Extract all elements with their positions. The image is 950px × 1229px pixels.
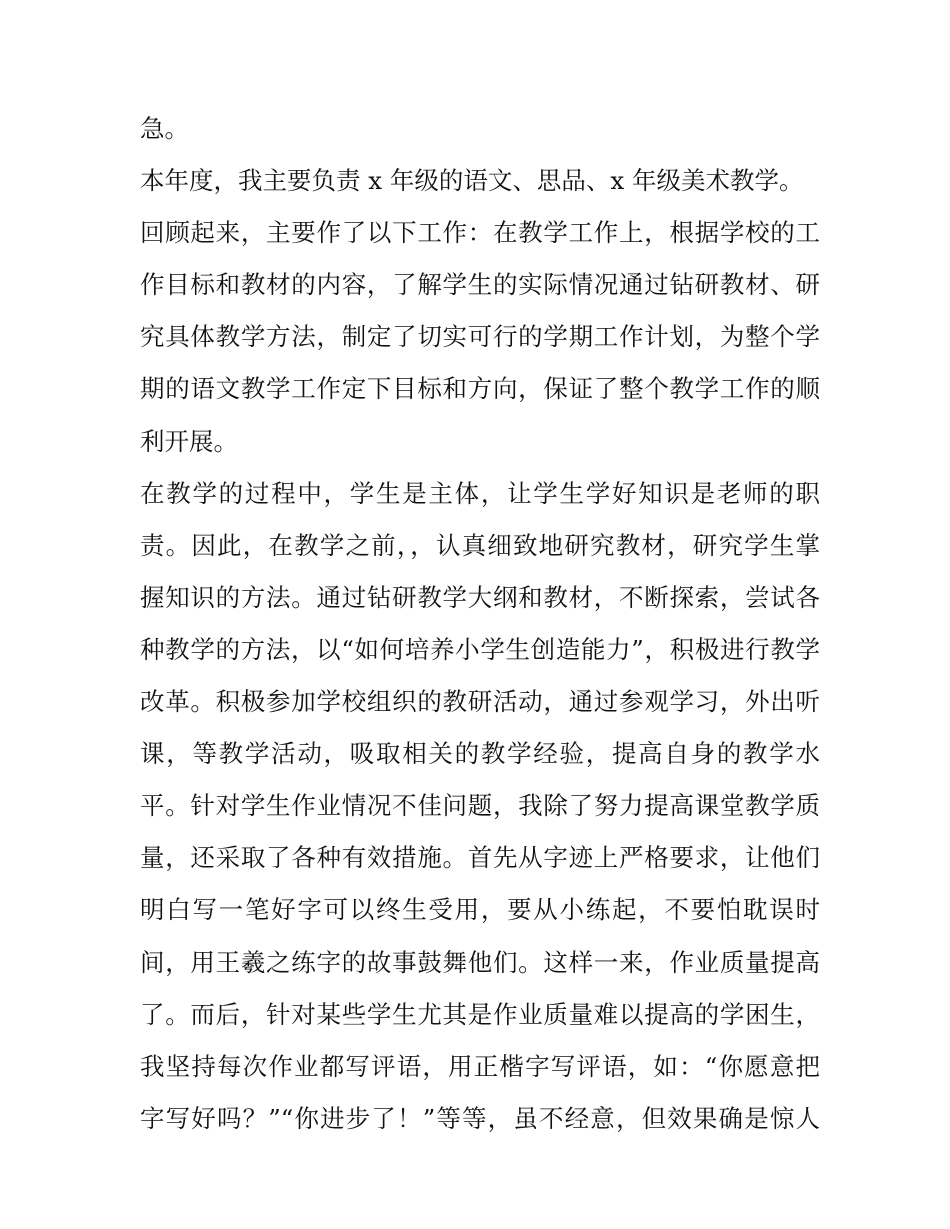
text-line: 作目标和教材的内容，了解学生的实际情况通过钻研教材、研	[140, 270, 820, 300]
text-line: 了。而后，针对某些学生尤其是作业质量难以提高的学困生，	[140, 999, 820, 1029]
text-line: 本年度，我主要负责 x 年级的语文、思品、x 年级美术教学。	[140, 166, 804, 196]
text-line: 回顾起来，主要作了以下工作：在教学工作上，根据学校的工	[140, 218, 820, 248]
body-text	[140, 103, 820, 1145]
text-line: 明白写一笔好字可以终生受用，要从小练起，不要怕耽误时	[140, 895, 820, 925]
text-line: 急。	[140, 114, 189, 143]
text-line: 平。针对学生作业情况不佳问题，我除了努力提高课堂教学质	[140, 791, 820, 821]
text-line: 改革。积极参加学校组织的教研活动，通过参观学习，外出听	[140, 687, 820, 717]
text-line: 握知识的方法。通过钻研教学大纲和教材，不断探索，尝试各	[140, 582, 820, 612]
text-line: 种教学的方法，以“如何培养小学生创造能力”，积极进行教学	[140, 634, 820, 664]
text-line: 在教学的过程中，学生是主体，让学生学好知识是老师的职	[140, 478, 820, 508]
text-line: 究具体教学方法，制定了切实可行的学期工作计划，为整个学	[140, 322, 820, 352]
text-line: 间，用王羲之练字的故事鼓舞他们。这样一来，作业质量提高	[140, 947, 820, 977]
text-line: 字写好吗？”“你进步了！”等等，虽不经意，但效果确是惊人	[140, 1103, 820, 1133]
text-line: 期的语文教学工作定下目标和方向，保证了整个教学工作的顺	[140, 374, 820, 404]
text-line: 利开展。	[140, 426, 238, 456]
text-line: 责。因此，在教学之前，，认真细致地研究教材，研究学生掌	[140, 530, 820, 560]
text-line: 量，还采取了各种有效措施。首先从字迹上严格要求，让他们	[140, 843, 820, 873]
text-line: 课，等教学活动，吸取相关的教学经验，提高自身的教学水	[140, 739, 820, 769]
text-line: 我坚持每次作业都写评语，用正楷字写评语，如：“你愿意把	[140, 1051, 820, 1081]
